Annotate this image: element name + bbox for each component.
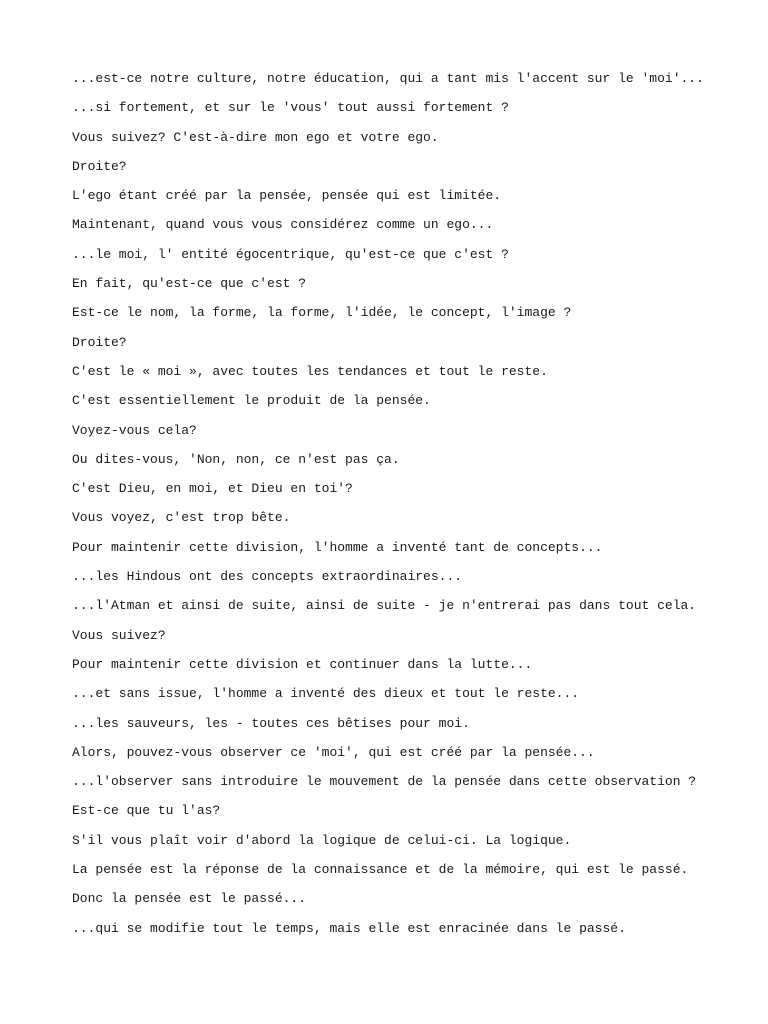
text-line: Pour maintenir cette division, l'homme a inventé tant de concepts... bbox=[72, 539, 603, 555]
text-line: Voyez-vous cela? bbox=[72, 422, 197, 438]
text-line: ...qui se modifie tout le temps, mais elle est enracinée dans le passé. bbox=[72, 920, 626, 936]
text-line: L'ego étant créé par la pensée, pensée qui est limitée. bbox=[72, 188, 502, 204]
text-line: Ou dites-vous, 'Non, non, ce n'est pas ça. bbox=[72, 451, 400, 467]
text-line: C'est essentiellement le produit de la pensée. bbox=[72, 393, 431, 409]
text-line: Maintenant, quand vous vous considérez comme un ego... bbox=[72, 217, 494, 233]
text-line: ...l'observer sans introduire le mouvement de la pensée dans cette observation ? bbox=[72, 774, 697, 790]
text-line: ...si fortement, et sur le 'vous' tout aussi fortement ? bbox=[72, 100, 509, 116]
text-line: C'est le « moi », avec toutes les tendances et tout le reste. bbox=[72, 363, 548, 379]
text-line: Vous suivez? C'est-à-dire mon ego et votre ego. bbox=[72, 129, 439, 145]
text-line: En fait, qu'est-ce que c'est ? bbox=[72, 276, 307, 292]
text-line: Droite? bbox=[72, 334, 127, 350]
text-line: ...les Hindous ont des concepts extraordinaires... bbox=[72, 569, 463, 585]
text-line: ...est-ce notre culture, notre éducation, qui a tant mis l'accent sur le 'moi'... bbox=[72, 71, 704, 86]
text-line: C'est Dieu, en moi, et Dieu en toi'? bbox=[72, 481, 353, 497]
text-line: ...l'Atman et ainsi de suite, ainsi de suite - je n'entrerai pas dans tout cela. bbox=[72, 598, 697, 614]
text-line: Est-ce le nom, la forme, la forme, l'idée, le concept, l'image ? bbox=[72, 305, 572, 321]
document-body bbox=[72, 71, 752, 950]
text-line: Vous voyez, c'est trop bête. bbox=[72, 510, 291, 526]
text-line: ...les sauveurs, les - toutes ces bêtises pour moi. bbox=[72, 715, 470, 731]
text-line: Est-ce que tu l'as? bbox=[72, 803, 221, 819]
text-line: Pour maintenir cette division et continuer dans la lutte... bbox=[72, 656, 533, 672]
text-line: Donc la pensée est le passé... bbox=[72, 891, 307, 907]
text-line: S'il vous plaît voir d'abord la logique de celui-ci. La logique. bbox=[72, 832, 572, 848]
text-line: Alors, pouvez-vous observer ce 'moi', qui est créé par la pensée... bbox=[72, 744, 595, 760]
text-line: ...le moi, l' entité égocentrique, qu'est-ce que c'est ? bbox=[72, 246, 509, 262]
text-line: La pensée est la réponse de la connaissance et de la mémoire, qui est le passé. bbox=[72, 862, 689, 878]
text-line: ...et sans issue, l'homme a inventé des dieux et tout le reste... bbox=[72, 686, 580, 702]
text-line: Vous suivez? bbox=[72, 627, 166, 643]
text-line: Droite? bbox=[72, 158, 127, 174]
